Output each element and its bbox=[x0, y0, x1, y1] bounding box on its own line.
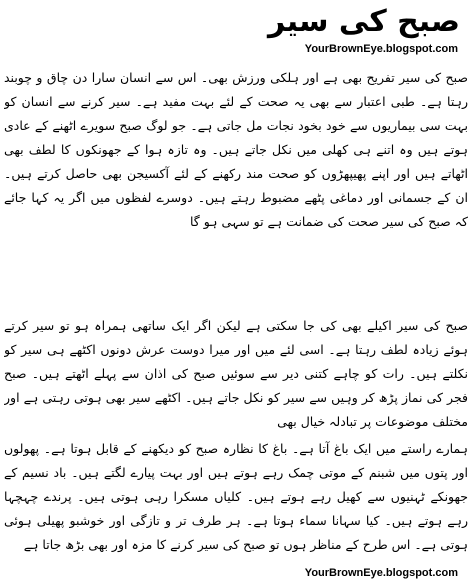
paragraph-1: صبح کی سیر تفریح بھی ہے اور ہلکی ورزش بھی۔ اس سے انسان سارا دن چاق و چوبند رہتا ہے۔ طبی اعتبار سے بھی یہ صحت کے لئے بہت مفید ہے۔ سیر کرنے سے انسان کو بہت سی بیماریوں سے خود بخود نجات مل جاتی ہے۔ جو لوگ صبح سویرے اٹھنے کے عادی ہوتے ہیں وہ اتنے ہی کھلی میں نکل جاتے ہیں۔ وہ تازہ ہوا کے جھونکوں کا لطف بھی اٹھاتے ہیں اور اپنے پھیپھڑوں کو صحت مند رکھنے کے لئے آکسیجن بھی حاصل کرتے ہیں۔ ان کے جسمانی اور دماغی پٹھے مضبوط رہتے ہیں۔ دوسرے لفظوں میں اگر یہ کہا جائے کہ صبح کی سیر صحت کی ضمانت ہے تو سہی ہو گا bbox=[4, 70, 468, 229]
paragraph-2: صبح کی سیر اکیلے بھی کی جا سکتی ہے لیکن اگر ایک ساتھی ہمراہ ہو تو سیر کرتے ہوئے زیادہ لطف رہتا ہے۔ اسی لئے میں اور میرا دوست عرش دونوں اکٹھے ہی سیر کو نکلتے ہیں۔ رات کو چاہے کتنی دیر سے سوئیں صبح کی اذان سے پہلے اٹھتے ہیں۔ صبح فجر کی نماز پڑھ کر وہیں سے سیر کو نکل جاتے ہیں۔ اکٹھے سیر بھی ہوتی رہتی ہے اور مختلف موضوعات پر تبادلہ خیال بھی bbox=[4, 318, 468, 429]
paragraph-3: ہمارے راستے میں ایک باغ آتا ہے۔ باغ کا نظارہ صبح کو دیکھنے کے قابل ہوتا ہے۔ پھولوں اور پتوں میں شبنم کے موتی چمک رہے ہوتے ہیں اور بہت پیارے لگتے ہیں۔ باد نسیم کے جھونکے ٹہنیوں سے کھیل رہے ہوتے ہیں۔ کلیاں مسکرا رہی ہوتی ہیں۔ پرندے چہچہا رہے ہوتے ہیں۔ کیا سہانا سماء ہوتا ہے۔ ہر طرف تر و تازگی اور خوشبو پھیلی ہوئی ہوتی ہے۔ اس طرح کے مناظر ہوں تو صبح کی سیر کرنے کا مزہ اور بھی بڑھ جاتا ہے bbox=[4, 441, 468, 552]
site-watermark-top: YourBrownEye.blogspot.com bbox=[304, 43, 458, 55]
page-title: صبح کی سیر bbox=[268, 4, 460, 39]
site-watermark-bottom: YourBrownEye.blogspot.com bbox=[304, 567, 458, 579]
